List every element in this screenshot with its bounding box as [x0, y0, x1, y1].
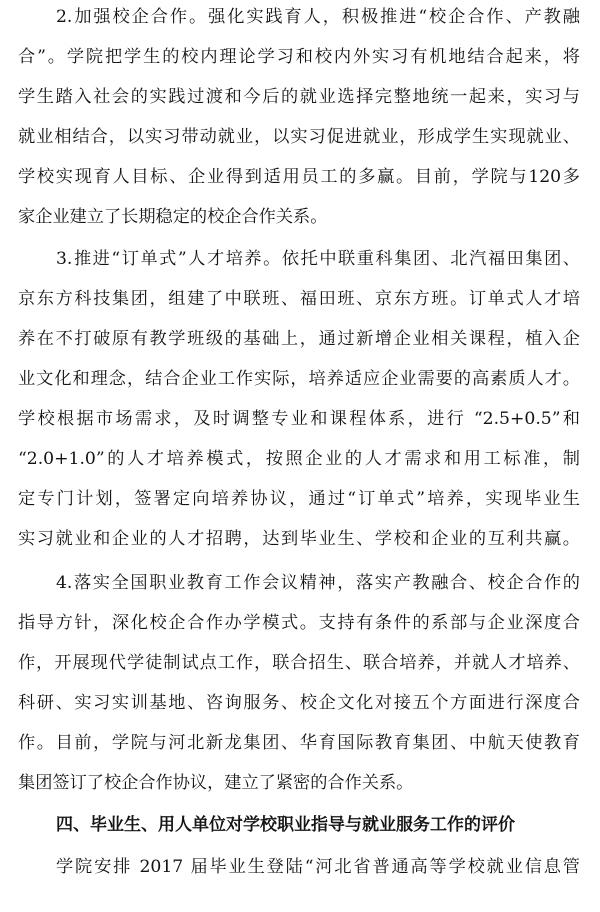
paragraph-3-line-8: 实习就业和企业的人才招聘，达到毕业生、学校和企业的互利共赢。	[18, 529, 580, 549]
paragraph-3-line-1: 3.推进“订单式”人才培养。依托中联重科集团、北汽福田集团、	[56, 249, 580, 269]
paragraph-2-line-1: 2.加强校企合作。强化实践育人，积极推进“校企合作、产教融	[56, 7, 580, 27]
paragraph-3-line-6: “2.0+1.0”的人才培养模式，按照企业的人才需求和用工标准，制	[18, 449, 580, 469]
paragraph-2-line-3: 学生踏入社会的实践过渡和今后的就业选择完整地统一起来，实习与	[18, 87, 580, 107]
paragraph-2-line-6: 家企业建立了长期稳定的校企合作关系。	[18, 207, 328, 227]
paragraph-2-line-2: 合”。学院把学生的校内理论学习和校内外实习有机地结合起来，将	[18, 47, 580, 67]
paragraph-4-line-2: 指导方针，深化校企合作办学模式。支持有条件的系部与企业深度合	[18, 613, 580, 633]
paragraph-2-line-5: 学校实现育人目标、企业得到适用员工的多赢。目前，学院与120多	[18, 167, 580, 187]
paragraph-4-line-6: 集团签订了校企合作协议，建立了紧密的合作关系。	[18, 773, 414, 793]
paragraph-2-line-4: 就业相结合，以实习带动就业，以实习促进就业，形成学生实现就业、	[18, 127, 580, 147]
paragraph-4-line-4: 科研、实习实训基地、咨询服务、校企文化对接五个方面进行深度合	[18, 693, 580, 713]
paragraph-3-line-3: 养在不打破原有教学班级的基础上，通过新增企业相关课程，植入企	[18, 329, 580, 349]
paragraph-4-line-1: 4.落实全国职业教育工作会议精神，落实产教融合、校企合作的	[56, 573, 580, 593]
paragraph-3-line-5: 学校根据市场需求，及时调整专业和课程体系，进行 “2.5+0.5”和	[18, 409, 580, 429]
paragraph-4-line-5: 作。目前，学院与河北新龙集团、华育国际教育集团、中航天使教育	[18, 733, 580, 753]
paragraph-3-line-4: 业文化和理念，结合企业工作实际，培养适应企业需要的高素质人才。	[18, 369, 580, 389]
section-heading: 四、毕业生、用人单位对学校职业指导与就业服务工作的评价	[56, 815, 515, 835]
paragraph-4-line-3: 作，开展现代学徒制试点工作，联合招生、联合培养，并就人才培养、	[18, 653, 580, 673]
paragraph-5-line-1: 学院安排 2017 届毕业生登陆“河北省普通高等学校就业信息管	[56, 857, 580, 877]
paragraph-3-line-7: 定专门计划，签署定向培养协议，通过“订单式”培养，实现毕业生	[18, 489, 580, 509]
paragraph-3-line-2: 京东方科技集团，组建了中联班、福田班、京东方班。订单式人才培	[18, 289, 580, 309]
